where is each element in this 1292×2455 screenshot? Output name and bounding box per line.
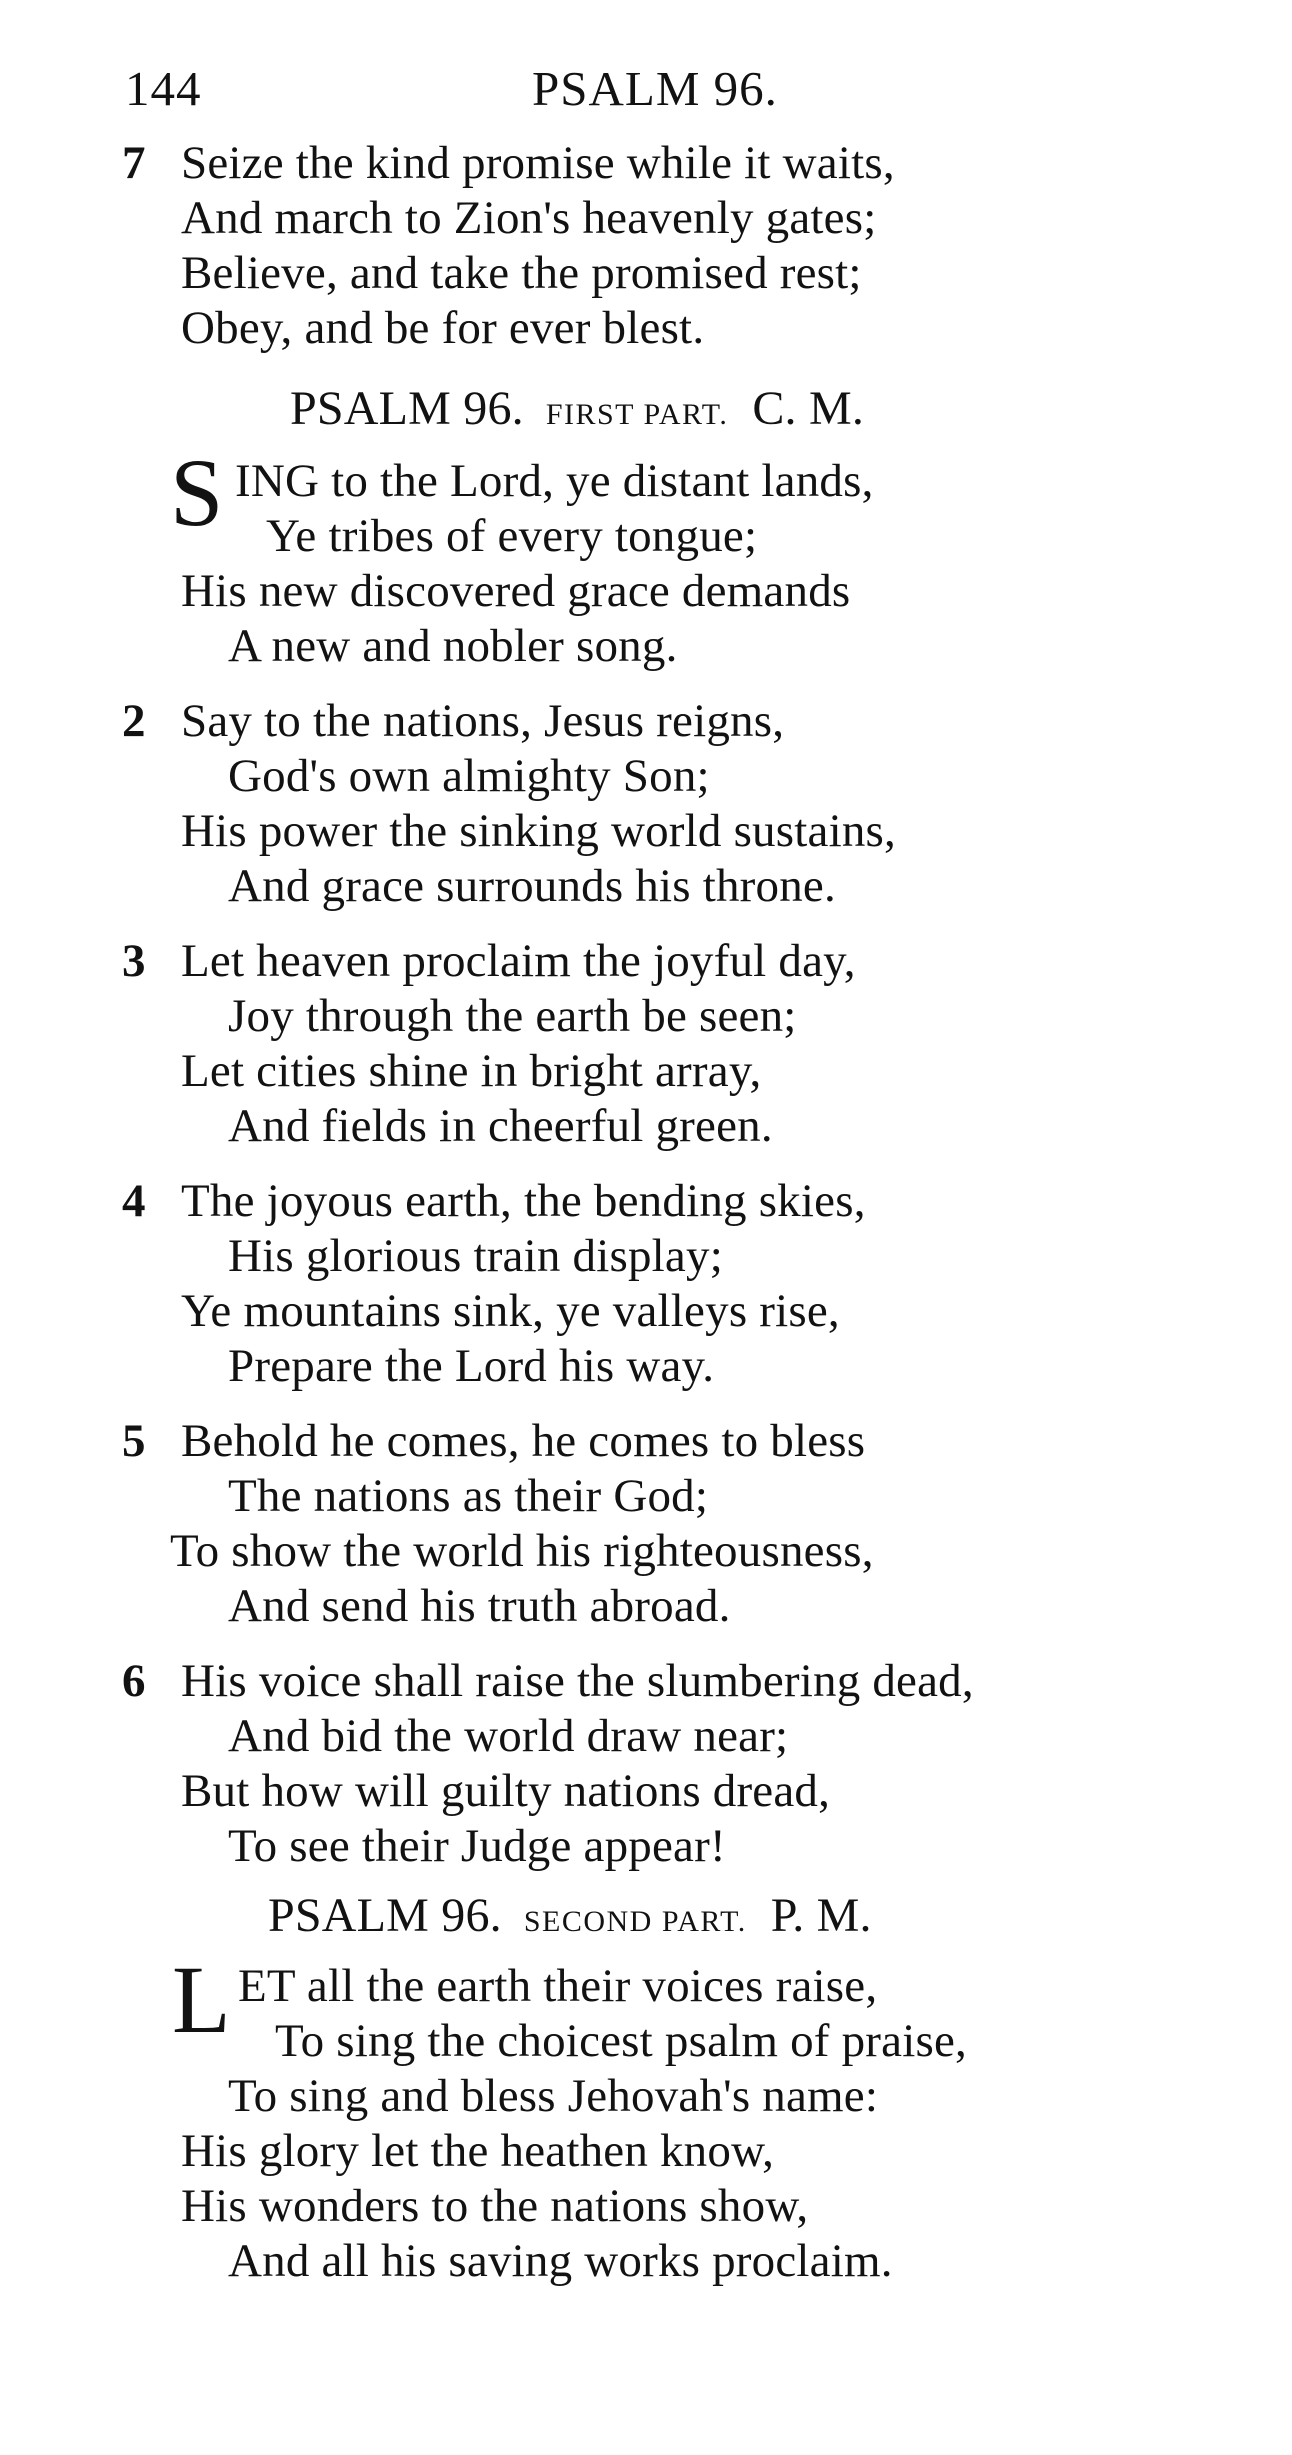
verse-line: God's own almighty Son;	[228, 750, 710, 802]
verse-line: The nations as their God;	[228, 1470, 709, 1522]
verse-line: And bid the world draw near;	[228, 1710, 789, 1762]
heading-meter: C. M.	[752, 382, 865, 435]
running-title: PSALM 96.	[532, 61, 778, 116]
verse-line: Ye tribes of every tongue;	[266, 510, 758, 562]
drop-cap: S	[170, 439, 224, 546]
verse-number: 3	[122, 935, 146, 987]
drop-cap: L	[172, 1946, 231, 2053]
heading-psalm: PSALM 96.	[268, 1889, 502, 1942]
verse-line: ET all the earth their voices raise,	[238, 1960, 878, 2012]
verse-line: Obey, and be for ever blest.	[181, 302, 705, 354]
verse-line: To show the world his righteousness,	[170, 1525, 874, 1577]
verse-number: 6	[122, 1655, 146, 1707]
verse-line: To sing and bless Jehovah's name:	[228, 2070, 879, 2122]
verse-number: 5	[122, 1415, 146, 1467]
verse-line: Joy through the earth be seen;	[228, 990, 797, 1042]
verse-number: 7	[122, 137, 146, 189]
verse-line: Seize the kind promise while it waits,	[181, 137, 895, 189]
page-number: 144	[125, 61, 202, 116]
verse-line: Let heaven proclaim the joyful day,	[181, 935, 856, 987]
heading-part: FIRST PART.	[545, 398, 729, 431]
verse-line: To sing the choicest psalm of praise,	[275, 2015, 967, 2067]
verse-line: Behold he comes, he comes to bless	[181, 1415, 866, 1467]
verse-line: And grace surrounds his throne.	[228, 860, 836, 912]
verse-line: Say to the nations, Jesus reigns,	[181, 695, 785, 747]
heading-psalm: PSALM 96.	[290, 382, 524, 435]
verse-line: The joyous earth, the bending skies,	[181, 1175, 866, 1227]
verse-line: Believe, and take the promised rest;	[181, 247, 862, 299]
verse-line: Prepare the Lord his way.	[228, 1340, 715, 1392]
verse-line: Let cities shine in bright array,	[181, 1045, 762, 1097]
psalm-heading-second-part	[268, 1889, 872, 1942]
verse-line: Ye mountains sink, ye valleys rise,	[181, 1285, 840, 1337]
verse-line: And send his truth abroad.	[228, 1580, 731, 1632]
verse-number: 4	[122, 1175, 146, 1227]
verse-line: His power the sinking world sustains,	[181, 805, 896, 857]
heading-meter: P. M.	[770, 1889, 872, 1942]
verse-line: A new and nobler song.	[228, 620, 678, 672]
verse-line: His glory let the heathen know,	[181, 2125, 775, 2177]
verse-line: ING to the Lord, ye distant lands,	[235, 455, 874, 507]
verse-line: His wonders to the nations show,	[181, 2180, 809, 2232]
verse-line: But how will guilty nations dread,	[181, 1765, 831, 1817]
verse-line: And all his saving works proclaim.	[228, 2235, 893, 2287]
verse-number: 2	[122, 695, 146, 747]
verse-line: And march to Zion's heavenly gates;	[181, 192, 877, 244]
verse-line: To see their Judge appear!	[228, 1820, 726, 1872]
verse-line: And fields in cheerful green.	[228, 1100, 773, 1152]
heading-part: SECOND PART.	[523, 1905, 747, 1938]
verse-line: His voice shall raise the slumbering dead,	[181, 1655, 974, 1707]
verse-line: His glorious train display;	[228, 1230, 723, 1282]
verse-line: His new discovered grace demands	[181, 565, 851, 617]
psalm-heading-first-part	[290, 382, 865, 435]
